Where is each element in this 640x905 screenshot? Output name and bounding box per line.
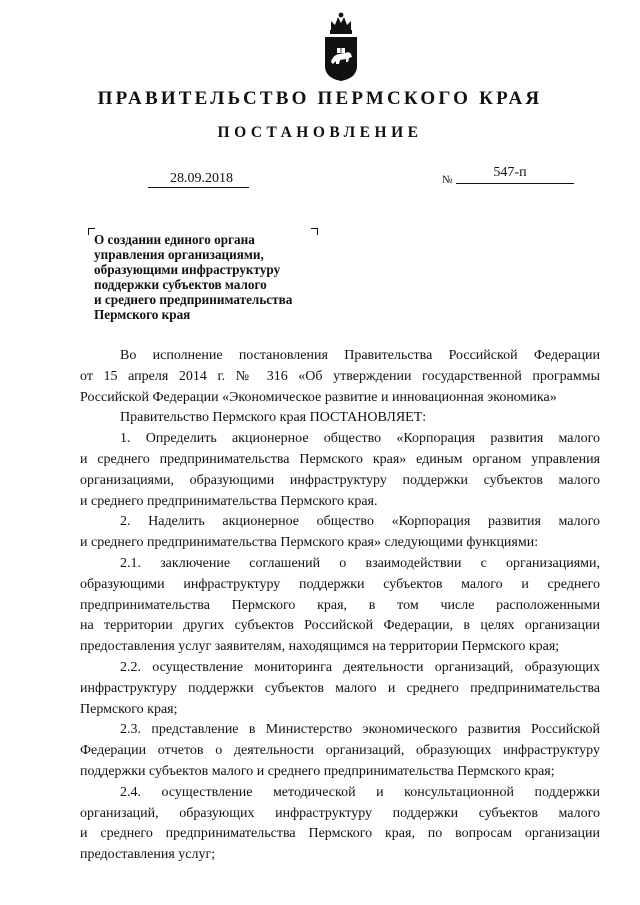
body-line: инфраструктуру поддержки субъектов малого и среднего предпринимательства bbox=[80, 680, 600, 696]
body-line: Российской Федерации «Экономическое развитие и инновационная экономика» bbox=[80, 389, 557, 405]
document-body bbox=[80, 346, 600, 866]
body-line: предоставления услуг заявителям, находящимся на территории Пермского края; bbox=[80, 639, 560, 655]
document-subject bbox=[94, 232, 334, 322]
body-line: 2.3. представление в Министерство экономического развития Российской bbox=[120, 722, 600, 738]
body-line: и среднего предпринимательства Пермского края» единым органом управления bbox=[80, 451, 600, 467]
body-line: поддержки субъектов малого и среднего предпринимательства Пермского края; bbox=[80, 763, 555, 779]
body-line: предпринимательства Пермского края, в том числе расположенными bbox=[80, 597, 600, 613]
body-line: 2.4. осуществление методической и консультационной поддержки bbox=[120, 784, 600, 800]
body-line: образующими инфраструктуру поддержки субъектов малого и среднего bbox=[80, 576, 600, 592]
body-line: и среднего предпринимательства Пермского края» следующими функциями: bbox=[80, 535, 539, 551]
document-date: 28.09.2018 bbox=[148, 170, 249, 188]
body-line: организациями, образующими инфраструктуру поддержки субъектов малого bbox=[80, 472, 600, 488]
coat-of-arms-icon bbox=[322, 10, 360, 82]
document-type: ПОСТАНОВЛЕНИЕ bbox=[217, 124, 423, 141]
body-line: Пермского края; bbox=[80, 701, 178, 717]
number-sign: № bbox=[442, 174, 453, 186]
government-title: ПРАВИТЕЛЬСТВО ПЕРМСКОГО КРАЯ bbox=[97, 88, 543, 109]
body-line: 2.1. заключение соглашений о взаимодействии с организациями, bbox=[120, 555, 600, 571]
subject-line: образующими инфраструктуру bbox=[94, 262, 281, 277]
subject-line: поддержки субъектов малого bbox=[94, 277, 267, 292]
subject-line: Пермского края bbox=[94, 307, 191, 322]
body-line: Правительство Пермского края ПОСТАНОВЛЯЕТ: bbox=[120, 410, 427, 426]
body-line: 2. Наделить акционерное общество «Корпорация развития малого bbox=[120, 514, 600, 530]
subject-line: управления организациями, bbox=[94, 247, 264, 262]
body-line: и среднего предпринимательства Пермского края, по вопросам организации bbox=[80, 826, 600, 842]
body-line: Во исполнение постановления Правительства Российской Федерации bbox=[120, 348, 600, 363]
body-line: на территории других субъектов Российской Федерации, в целях организации bbox=[80, 618, 600, 634]
body-line: и среднего предпринимательства Пермского края. bbox=[80, 493, 378, 509]
subject-line: О создании единого органа bbox=[94, 232, 255, 247]
subject-line: и среднего предпринимательства bbox=[94, 292, 293, 307]
body-line: предоставления услуг; bbox=[80, 847, 216, 863]
body-line: организаций, образующих инфраструктуру поддержки субъектов малого bbox=[80, 805, 600, 821]
body-line: Федерации отчетов о деятельности организаций, образующих инфраструктуру bbox=[80, 743, 600, 759]
document-number: 547-п bbox=[456, 163, 574, 184]
body-line: 1. Определить акционерное общество «Корпорация развития малого bbox=[120, 431, 600, 447]
body-line: 2.2. осуществление мониторинга деятельности организаций, образующих bbox=[120, 659, 600, 675]
body-line: от 15 апреля 2014 г. № 316 «Об утверждении государственной программы bbox=[80, 368, 600, 384]
